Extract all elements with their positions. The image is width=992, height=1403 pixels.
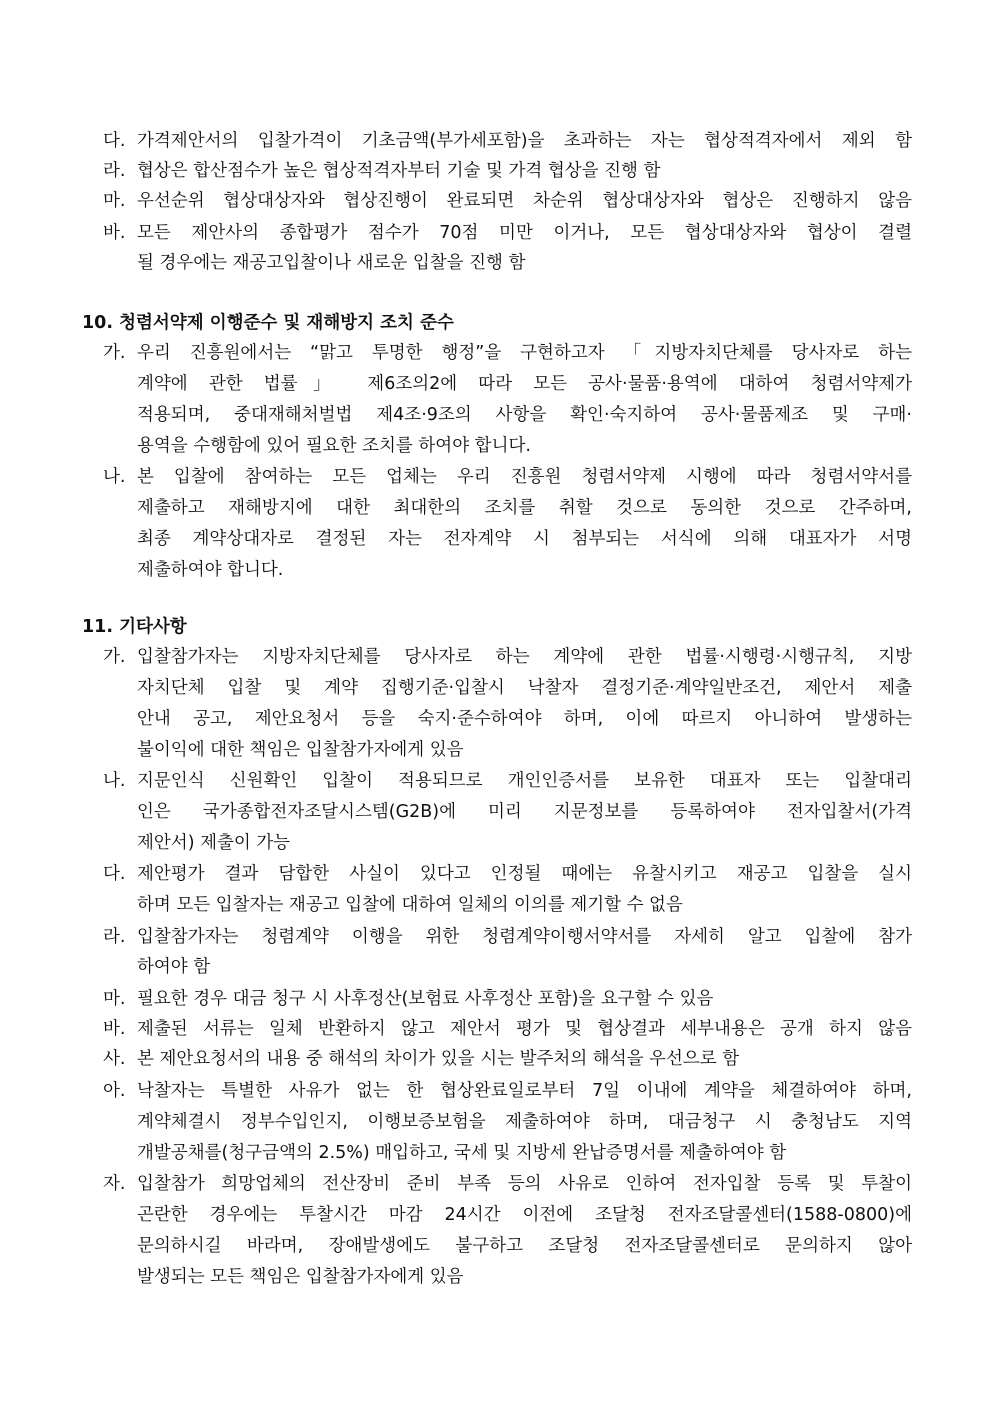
item-line: 본 제안요청서의 내용 중 해석의 차이가 있을 시는 발주처의 해석을 우선으로 함 [137, 1049, 740, 1069]
item-line: 모든 제안사의 종합평가 점수가 70점 미만 이거나, 모든 협상대상자와 협상이 결렬 [137, 223, 912, 243]
item-marker: 다. [103, 864, 126, 884]
item-marker: 가. [103, 647, 126, 667]
item-line: 우리 진흥원에서는 “맑고 투명한 행정”을 구현하고자 「지방자치단체를 당사자로 하는 [137, 343, 912, 363]
item-line: 제출하고 재해방지에 대한 최대한의 조치를 취할 것으로 동의한 것으로 간주하며, [137, 498, 912, 518]
item-marker: 나. [103, 771, 126, 791]
item-line: 협상은 합산점수가 높은 협상적격자부터 기술 및 가격 협상을 진행 함 [137, 161, 661, 181]
item-line: 될 경우에는 재공고입찰이나 새로운 입찰을 진행 함 [137, 253, 526, 273]
item-marker: 마. [103, 989, 126, 1009]
item-marker: 마. [103, 191, 126, 211]
item-marker: 바. [103, 1019, 126, 1039]
item-marker: 다. [103, 131, 126, 151]
item-line: 계약에 관한 법률」 제6조의2에 따라 모든 공사·물품·용역에 대하여 청렴서약제가 [137, 374, 912, 394]
item-marker: 바. [103, 223, 126, 243]
item-line: 제출된 서류는 일체 반환하지 않고 제안서 평가 및 협상결과 세부내용은 공개 하지 않음 [137, 1019, 912, 1039]
item-line: 하며 모든 입찰자는 재공고 입찰에 대하여 일체의 이의를 제기할 수 없음 [137, 895, 683, 915]
item-marker: 라. [103, 161, 126, 181]
item-marker: 아. [103, 1081, 126, 1101]
item-line: 불이익에 대한 책임은 입찰참가자에게 있음 [137, 740, 464, 760]
item-line: 가격제안서의 입찰가격이 기초금액(부가세포함)을 초과하는 자는 협상적격자에서 제외 함 [137, 131, 912, 151]
item-marker: 가. [103, 343, 126, 363]
item-line: 지문인식 신원확인 입찰이 적용되므로 개인인증서를 보유한 대표자 또는 입찰대리 [137, 771, 912, 791]
item-marker: 자. [103, 1174, 126, 1194]
item-line: 입찰참가자는 지방자치단체를 당사자로 하는 계약에 관한 법률·시행령·시행규칙, 지방 [137, 647, 912, 667]
item-line: 최종 계약상대자로 결정된 자는 전자계약 시 첨부되는 서식에 의해 대표자가 서명 [137, 529, 912, 549]
item-line: 발생되는 모든 책임은 입찰참가자에게 있음 [137, 1267, 464, 1287]
item-line: 제출하여야 합니다. [137, 560, 284, 580]
item-marker: 나. [103, 467, 126, 487]
item-line: 인은 국가종합전자조달시스템(G2B)에 미리 지문정보를 등록하여야 전자입찰서(가격 [137, 802, 912, 822]
item-line: 적용되며, 중대재해처벌법 제4조·9조의 사항을 확인·숙지하여 공사·물품제조 및 구매· [137, 405, 912, 425]
item-line: 계약체결시 정부수입인지, 이행보증보험을 제출하여야 하며, 대금청구 시 충청남도 지역 [137, 1112, 912, 1132]
item-line: 입찰참가자는 청렴계약 이행을 위한 청렴계약이행서약서를 자세히 알고 입찰에 참가 [137, 927, 912, 947]
item-line: 개발공채를(청구금액의 2.5%) 매입하고, 국세 및 지방세 완납증명서를 제출하여야 함 [137, 1143, 787, 1163]
item-line: 본 입찰에 참여하는 모든 업체는 우리 진흥원 청렴서약제 시행에 따라 청렴서약서를 [137, 467, 912, 487]
section-heading: 11. 기타사항 [82, 617, 187, 637]
item-marker: 사. [103, 1049, 126, 1069]
item-line: 안내 공고, 제안요청서 등을 숙지·준수하여야 하며, 이에 따르지 아니하여 발생하는 [137, 709, 912, 729]
item-line: 입찰참가 희망업체의 전산장비 준비 부족 등의 사유로 인하여 전자입찰 등록 및 투찰이 [137, 1174, 912, 1194]
item-line: 필요한 경우 대금 청구 시 사후정산(보험료 사후정산 포함)을 요구할 수 있음 [137, 989, 714, 1009]
item-line: 자치단체 입찰 및 계약 집행기준·입찰시 낙찰자 결정기준·계약일반조건, 제안서 제출 [137, 678, 912, 698]
item-line: 곤란한 경우에는 투찰시간 마감 24시간 이전에 조달청 전자조달콜센터(1588-0800)에 [137, 1205, 912, 1225]
item-line: 제안평가 결과 담합한 사실이 있다고 인정될 때에는 유찰시키고 재공고 입찰을 실시 [137, 864, 912, 884]
item-line: 낙찰자는 특별한 사유가 없는 한 협상완료일로부터 7일 이내에 계약을 체결하여야 하며, [137, 1081, 912, 1101]
item-marker: 라. [103, 927, 126, 947]
section-heading: 10. 청렴서약제 이행준수 및 재해방지 조치 준수 [82, 313, 454, 333]
item-line: 용역을 수행함에 있어 필요한 조치를 하여야 합니다. [137, 436, 531, 456]
item-line: 우선순위 협상대상자와 협상진행이 완료되면 차순위 협상대상자와 협상은 진행하지 않음 [137, 191, 912, 211]
item-line: 제안서) 제출이 가능 [137, 833, 291, 853]
item-line: 문의하시길 바라며, 장애발생에도 불구하고 조달청 전자조달콜센터로 문의하지 않아 [137, 1236, 912, 1256]
item-line: 하여야 함 [137, 957, 211, 977]
